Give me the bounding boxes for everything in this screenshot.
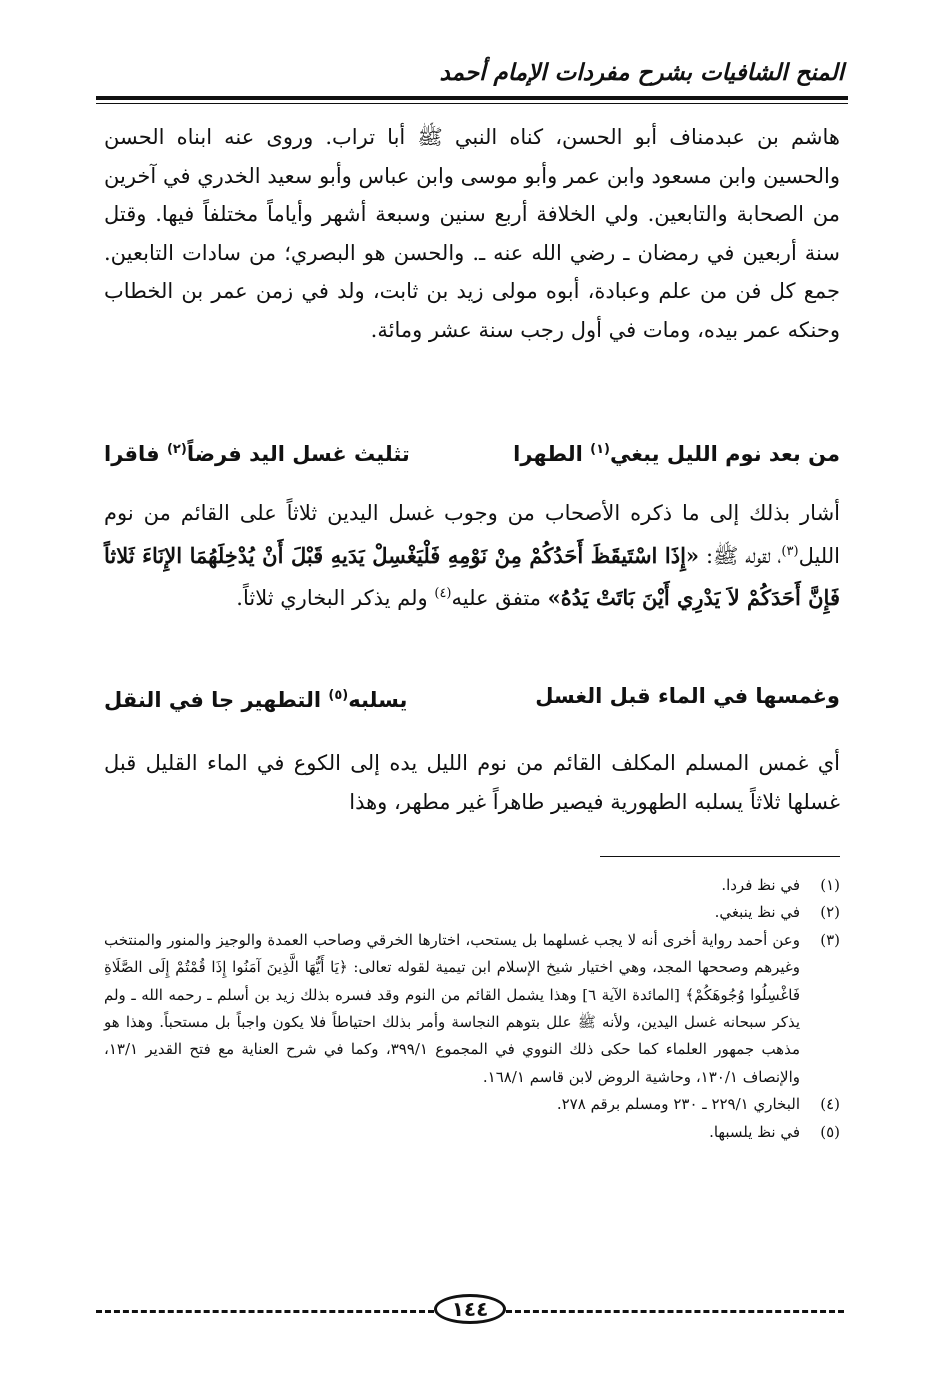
footnote-ref-2: (٢): [166, 442, 187, 457]
footer-dashed-rule-left: [96, 1310, 434, 1313]
footnote-text: وعن أحمد رواية أخرى أنه لا يجب غسلهما بل يستحب، اختارها الخرقي وصاحب العمدة والوجيز والمنور والمنتخب وغيرهم وصححها المجد، وهي اختيار شيخ الإسلام ابن تيمية لقوله تعالى: ﴿يَا أَيُّهَا الَّذِينَ آمَنُوا إِذَا قُمْتُمْ إِلَى الصَّلَاةِ فَاغْسِلُوا وُجُوهَكُمْ﴾ [المائدة الآية ٦] وهذا يشمل القائم من النوم وقد فسره بذلك زيد بن أسلم ـ رحمه الله ـ ولم يذكر سبحانه غسل اليدين، ولأنه ﷺ علل بتوهم النجاسة وأمر بذلك احتياطاً فلا يكون واجباً بل مستحباً. وهذا هو مذهب جمهور العلماء كما حكى ذلك النووي في المجموع ٣٩٩/١، وكما في شرح العناية مع فتح القدير ١٣/١، والإنصاف ١٣٠/١، وحاشية الروض لابن قاسم ١٦٨/١.: [104, 930, 800, 1086]
footnote-text: في نظ ينبغي.: [714, 903, 800, 922]
footnote-item: [104, 1119, 840, 1146]
footnote-number: (٤): [820, 1095, 840, 1114]
hadith-quote: «إِذَا اسْتَيقَظَ أَحَدُكُمْ مِنْ نَوْمِهِ فَلْيَغْسِلْ يَدَيهِ قَبْلَ أَنْ يُدْخِلَهُمَا الإِنَاءَ ثَلاثاً فَإِنَّ أَحَدَكُمْ لاَ يَدْرِي أَيْنَ بَاتَتْ يَدُهُ»: [104, 542, 840, 611]
poem-verse-1: [104, 432, 840, 468]
footnote-text: في نظ يلسبها.: [709, 1122, 800, 1141]
footnote-text: البخاري ٢٢٩/١ ـ ٢٣٠ ومسلم برقم ٢٧٨.: [556, 1095, 800, 1114]
verse-1-left-hemistich: تثليث غسل اليد فرضاً$^{(٢)}$ فاقرا: [104, 442, 410, 466]
paragraph-commentary-2: أي غمس المسلم المكلف القائم من نوم الليل يده إلى الكوع في الماء القليل قبل غسلها ثلاثاً يسلبه الطهورية فيصير طاهراً غير مطهر، وهذا: [104, 751, 840, 814]
running-header-title: المنح الشافيات بشرح مفردات الإمام أحمد: [439, 60, 844, 86]
footer-dashed-rule-right: [506, 1310, 844, 1313]
footnote-item: [104, 872, 840, 899]
footnote-item: [104, 1091, 840, 1118]
paragraph-biography: هاشم بن عبدمناف أبو الحسن، كناه النبي ﷺ أبا تراب. وروى عنه ابناه الحسن والحسين وابن مسعود وابن عمر وأبو موسى وابن عباس وأبو سعيد الخدري في آخرين من الصحابة والتابعين. ولي الخلافة أربع سنين وسبعة أشهر وأياماً مختلفاً فيها. وقتل سنة أربعين في رمضان ـ رضي الله عنه ـ. والحسن هو البصري؛ من سادات التابعين. جمع كل فن من علم وعبادة، أبوه مولى زيد بن ثابت، ولد في زمن عمر بن الخطاب وحنكه عمر بيده، ومات في أول رجب سنة عشر ومائة.: [104, 125, 840, 342]
verse-2-left-hemistich: يسلبه$^{(٥)}$ التطهير جا في النقل: [104, 688, 408, 712]
page-number: ١٤٤: [434, 1294, 506, 1324]
footnote-ref-4: (٤): [434, 586, 452, 602]
verse-2-right-hemistich: وغمسها في الماء قبل الغسل: [535, 684, 840, 708]
footnote-ref-5: (٥): [328, 688, 349, 703]
footnote-number: (٥): [820, 1122, 840, 1141]
footnote-separator: [600, 856, 840, 857]
verse-1-right-hemistich: من بعد نوم الليل يبغي$^{(١)}$ الطهرا: [513, 442, 840, 466]
footnotes-section: [104, 872, 840, 1146]
footnote-item: [104, 899, 840, 926]
header-rule-thin: [96, 103, 848, 104]
footnote-ref-1: (١): [590, 442, 610, 457]
footnote-number: (١): [820, 876, 840, 894]
footnote-number: (٣): [820, 930, 840, 949]
paragraph-commentary-1: أشار بذلك إلى ما ذكره الأصحاب من وجوب غسل اليدين ثلاثاً على القائم من نوم الليل$^{(٣)}$، لقوله ﷺ: «إِذَا اسْتَيقَظَ أَحَدُكُمْ مِنْ نَوْمِهِ فَلْيَغْسِلْ يَدَيهِ قَبْلَ أَنْ يُدْخِلَهُمَا الإِنَاءَ ثَلاثاً فَإِنَّ أَحَدَكُمْ لاَ يَدْرِي أَيْنَ بَاتَتْ يَدُهُ» متفق عليه$^{(٤)}$ ولم يذكر البخاري ثلاثاً.: [104, 501, 840, 611]
footnote-number: (٢): [820, 903, 840, 922]
footnote-ref-3: (٣): [781, 543, 799, 559]
footnote-text: في نظ فردا.: [721, 876, 800, 894]
footnote-item: [104, 927, 840, 1091]
header-rule: [96, 96, 848, 100]
poem-verse-2: [104, 678, 840, 714]
